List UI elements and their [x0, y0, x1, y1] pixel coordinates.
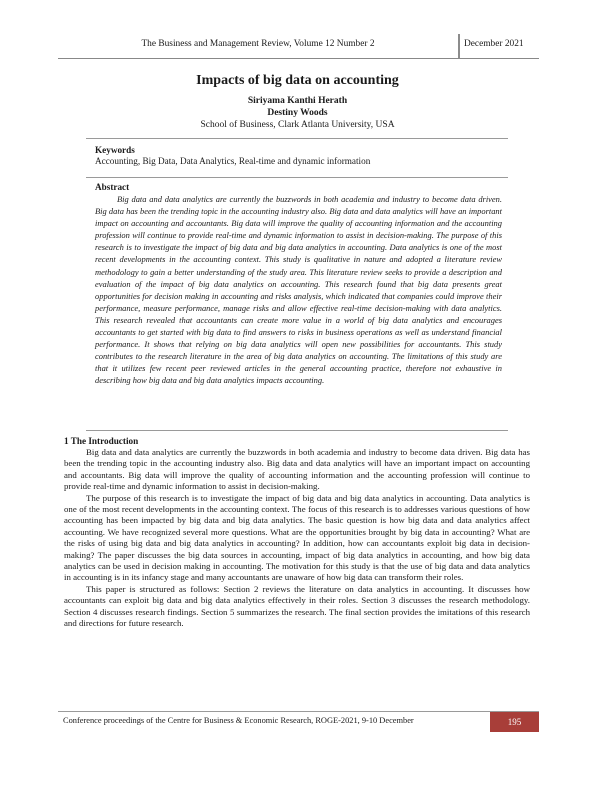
author-name: Siriyama Kanthi Herath [247, 96, 348, 106]
body-paragraph: This paper is structured as follows: Section 2 reviews the literature on data analytics in accounting. It discusses how accountants can exploit big data and big data analytics effectively in their roles. Section 3 discusses the research methodology. Section 4 discusses research findings. Section 5 summarizes the research. The final section provides the imitations of this research and directions for future research. [64, 583, 530, 629]
issue-date: December 2021 [464, 39, 524, 49]
footer-text: Conference proceedings of the Centre for Business & Economic Research, ROGE-2021, 9-10 December [63, 716, 414, 725]
divider [86, 177, 508, 178]
abstract-text: Big data and data analytics are currently the buzzwords in both academia and industry to become data driven. Big data has been the trending topic in the accounting industry also. Big data and data analytics will have an important impact on accounting and accountants. Big data will improve the quality of accounting information and the accounting profession will continue to provide real-time and dynamic information to assist in decision-making. The purpose of this research is to investigate the impact of big data and big data analytics in accounting. Data analytics is one of the most recent developments in the accounting context. This study is qualitative in nature and adopted a literature review methodology to gain a better understanding of the study area. This literature review seeks to provide a description and evaluation of the impact of big data analytics on accounting. This research found that big data presents great opportunities for decision making in accounting and risks analysis, which indicated that companies could improve their performance, measure performance, manage risks and allow effective real-time decision-making with data analytics. This research revealed that accountants can create more value in a world of big data analytics and encourages accountants to get started with big data to find answers to risks in business operations as well as understand financial performance. It shows that relying on big data analytics will open new possibilities for accountants. This study contributes to the research literature in the area of big data analytics on accounting. The limitations of this study are that it utilizes few recent peer reviewed articles in the general accounting practice, therefore not exhaustive in describing how big data and big data analytics impacts accounting. [95, 194, 502, 386]
body-paragraph: Big data and data analytics are currently the buzzwords in both academia and industry to become data driven. Big data has been the trending topic in the accounting industry also. Big data and data analytics will have an important impact on accounting and accountants. Big data will improve the quality of accounting information and the accounting profession will continue to provide real-time and dynamic information to assist in decision-making. [64, 447, 530, 492]
footer-divider [58, 711, 539, 712]
author-name: Destiny Woods [267, 108, 328, 118]
abstract-heading: Abstract [95, 182, 130, 192]
divider [86, 430, 508, 431]
keywords-heading: Keywords [95, 145, 135, 155]
divider [86, 138, 508, 139]
author-affiliation: School of Business, Clark Atlanta University, USA [200, 120, 395, 130]
paper-title: Impacts of big data on accounting [196, 73, 399, 88]
page-number: 195 [490, 712, 539, 732]
journal-name: The Business and Management Review, Volume 12 Number 2 [141, 39, 375, 49]
keywords-text: Accounting, Big Data, Data Analytics, Real-time and dynamic information [95, 156, 371, 166]
section-heading: 1 The Introduction [64, 436, 139, 446]
header-divider [458, 34, 460, 58]
section-body [64, 447, 530, 630]
running-header [58, 34, 539, 59]
body-paragraph: The purpose of this research is to investigate the impact of big data and big data analytics in accounting. Data analytics is one of the most recent developments in the accounting context. The focus of this research is to addresses various questions of how accounting has been impacted by big data and big data analytics. The basic question is how big data and data analytics affect accounting. We have recognized several more questions. What are the opportunities brought by big data in accounting? What are the risks of using big data and big data analytics in accounting? In addition, how can accountants exploit big data in decision-making? The paper discusses the big data sources in accounting, impact of big data analytics in accounting, and how big data analytics can be used in decision making in accounting. The motivation for this study is that the use of big data and data analytics in accounting is in its infancy stage and many accountants are unaware of how big data can transform their roles. [64, 492, 530, 583]
